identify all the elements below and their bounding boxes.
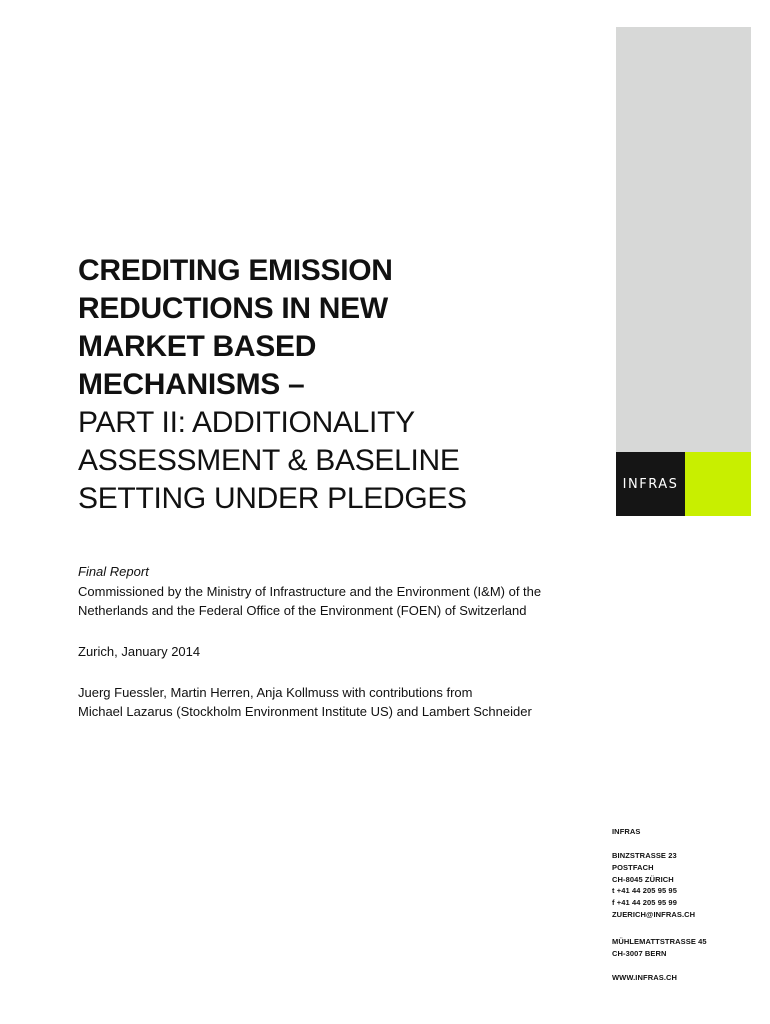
subtitle-line: ASSESSMENT & BASELINE: [78, 444, 460, 477]
document-title: [78, 252, 608, 518]
address-zurich: [612, 850, 762, 921]
fax-line: f +41 44 205 95 99: [612, 898, 677, 908]
commissioned-by: [78, 582, 618, 620]
infras-logo: [616, 452, 685, 516]
address-company: INFRAS: [612, 827, 641, 836]
logo-gray-band: [616, 27, 751, 452]
title-bold-line: CREDITING EMISSION: [78, 254, 393, 287]
email-line: ZUERICH@INFRAS.CH: [612, 909, 696, 919]
address-line: CH-3007 BERN: [612, 948, 667, 958]
commissioned-line: Commissioned by the Ministry of Infrastructure and the Environment (I&M) of the: [78, 584, 542, 599]
logo-green-block: [685, 452, 751, 516]
website: WWW.INFRAS.CH: [612, 973, 678, 982]
report-type: Final Report: [78, 564, 149, 579]
address-line: POSTFACH: [612, 862, 654, 872]
address-line: CH-8045 ZÜRICH: [612, 874, 674, 884]
report-date: Zurich, January 2014: [78, 644, 201, 659]
author-line: Michael Lazarus (Stockholm Environment Institute US) and Lambert Schneider: [78, 704, 532, 719]
commissioned-line: Netherlands and the Federal Office of the Environment (FOEN) of Switzerland: [78, 603, 527, 618]
logo-text: INFRAS: [622, 476, 679, 492]
address-bern: [612, 936, 762, 960]
address-line: MÜHLEMATTSTRASSE 45: [612, 937, 707, 946]
title-bold-line: MARKET BASED: [78, 330, 317, 363]
authors: [78, 683, 618, 721]
author-line: Juerg Fuessler, Martin Herren, Anja Kollmuss with contributions from: [78, 685, 473, 700]
address-line: BINZSTRASSE 23: [612, 851, 677, 860]
phone-line: t +41 44 205 95 95: [612, 886, 677, 896]
title-bold-line: MECHANISMS –: [78, 368, 305, 401]
subtitle-line: PART II: ADDITIONALITY: [78, 406, 415, 439]
subtitle-line: SETTING UNDER PLEDGES: [78, 482, 467, 515]
title-bold-line: REDUCTIONS IN NEW: [78, 292, 388, 325]
